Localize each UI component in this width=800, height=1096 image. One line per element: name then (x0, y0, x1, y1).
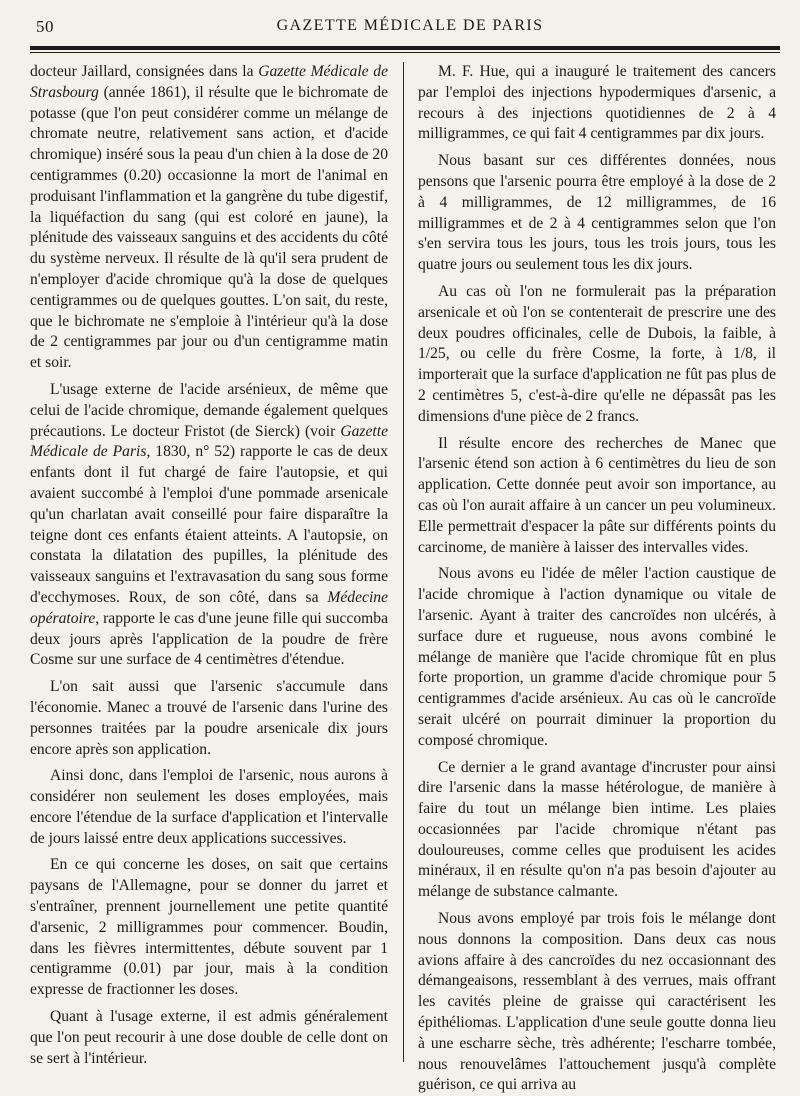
text-run: Nous avons employé par trois fois le mélange dont nous donnons la composition. Dans deux cas nous avions affaire à des cancroïdes du nez occasionnant des démangeaisons, ressemblant à des verrues, mais offrant les cavités pleine de graisse qui caractérisent les épithéliomas. L'application d'une seule goutte donna lieu à une escharre sèche, très adhérente; l'escharre tombée, nous renouvelâmes l'attouchement jusqu'à complète guérison, ce qui arriva au (418, 910, 776, 1094)
right-column (418, 62, 776, 1094)
paragraph (30, 1007, 388, 1069)
paragraph (418, 282, 776, 428)
text-run: Nous basant sur ces différentes données, nous pensons que l'arsenic pourra être employé à la dose de 2 à 4 milligrammes, de 12 milligrammes, de 16 milligrammes et de 2 à 4 centigrammes selon que l'on s'en servira tous les jours, tous les trois jours, tous les quatre jours ou seulement tous les dix jours. (418, 152, 776, 274)
paragraph (418, 758, 776, 904)
italic-citation: Gazette Médicale de Paris (30, 422, 388, 461)
text-run: , 1830, n° 52) rapporte le cas de deux enfants dont il fut chargé de faire l'autopsie, et qui avaient succombé à l'emploi d'une pommade arsenicale qu'un charlatan avait conseillé pour faire disparaître la teigne dont ces enfants étaient atteints. A l'autopsie, on constata la dilatation des pupilles, la plénitude des vaisseaux sanguins et l'extravasation du sang sous forme d'ecchymoses. Roux, de son côté, dans sa (30, 443, 388, 606)
header-rule-thick (30, 46, 780, 50)
page-header (0, 0, 800, 50)
paragraph (30, 766, 388, 849)
text-run: L'usage externe de l'acide arsénieux, de même que celui de l'acide chromique, demande également quelques précautions. Le docteur Fristot (de Sierck) (voir (30, 380, 388, 440)
paragraph (30, 62, 388, 374)
text-run: Il résulte encore des recherches de Manec que l'arsenic étend son action à 6 centimètres du lieu de son application. Cette donnée peut avoir son importance, au cas où l'on aurait affaire à un cancer un peu volumineux. Elle permettrait d'espacer la pâte sur différents points du carcinome, de manière à laisser des intervalles vides. (418, 434, 776, 556)
paragraph (418, 434, 776, 559)
text-run: Ce dernier a le grand avantage d'incruster pour ainsi dire l'arsenic dans la masse hétérologue, de manière à faire du tout un mélange bien intime. Les plaies occasionnées par l'acide chromique n'étant pas douloureuses, comme celles que produisent les acides minéraux, il en résulte qu'on n'a pas besoin d'ajouter au mélange de substance calmante. (418, 758, 776, 901)
text-run: , rapporte le cas d'une jeune fille qui succomba deux jours après l'application de la poudre de frère Cosme sur une surface de 4 centimètres d'étendue. (30, 609, 388, 669)
text-run: M. F. Hue, qui a inauguré le traitement des cancers par l'emploi des injections hypodermiques d'arsenic, a recours à des injections quotidiennes de 2 à 4 milligrammes, ce qui fait 4 centigrammes par dix jours. (418, 63, 776, 143)
paragraph (418, 151, 776, 276)
text-run: L'on sait aussi que l'arsenic s'accumule dans l'économie. Manec a trouvé de l'arsenic dans l'urine des personnes traitées par la poudre arsenicale dix jours encore après son application. (30, 678, 388, 758)
text-run: Nous avons eu l'idée de mêler l'action caustique de l'acide chromique à l'action dynamique ou vitale de l'arsenic. Ayant à traiter des cancroïdes non ulcérés, à surface dure et rugueuse, nous avons combiné le mélange de manière que l'acide chromique fût en plus forte proportion, un gramme d'acide chromique pour 5 centigrammes d'acide arsénieux. Au cas où le cancroïde serait ulcéré on pourrait diminuer la proportion du composé chromique. (418, 565, 776, 749)
left-column (30, 62, 388, 1072)
paragraph (418, 564, 776, 751)
page-number: 50 (36, 17, 54, 36)
text-run: Ainsi donc, dans l'emploi de l'arsenic, nous aurons à considérer non seulement les doses employées, mais encore l'étendue de la surface d'application et l'intervalle de jours laissé entre deux applications successives. (30, 767, 388, 847)
column-divider (403, 62, 404, 1062)
text-run: En ce qui concerne les doses, on sait que certains paysans de l'Allemagne, pour se donner du jarret et s'entraîner, prennent journellement une petite quantité d'arsenic, 2 milligrammes pour commencer. Boudin, dans les fièvres intermittentes, débute souvent par 1 centigramme (0.01) par jour, mais à la condition expresse de fractionner les doses. (30, 856, 388, 999)
text-run: docteur Jaillard, consignées dans la (30, 63, 259, 80)
text-run: (année 1861), il résulte que le bichromate de potasse (que l'on peut considérer comme un mélange de chromate neutre, relativement sans action, et d'acide chromique) inséré sous la peau d'un chien à la dose de 20 centigrammes (0.20) occasionne la mort de l'animal en produisant l'inflammation et la gangrène du tube digestif, la liquéfaction du sang (qui est coloré en jaune), la plénitude des vaisseaux sanguins et des accidents du côté du système nerveux. Il résulte de là qu'il sera prudent de n'employer d'acide chromique qu'à la dose de quelques centigrammes ou de quelques gouttes. L'on sait, du reste, que le bichromate ne s'emploie à l'intérieur qu'à la dose de 2 centigrammes par jour ou d'un centigramme matin et soir. (30, 83, 388, 372)
journal-title: GAZETTE MÉDICALE DE PARIS (276, 17, 544, 34)
italic-citation: Médecine opératoire (30, 588, 388, 627)
header-rule-thin (30, 52, 780, 53)
paragraph (30, 677, 388, 760)
text-run: Quant à l'usage externe, il est admis généralement que l'on peut recourir à une dose double de celle dont on se sert à l'intérieur. (30, 1008, 388, 1067)
paragraph (418, 62, 776, 145)
paragraph (30, 855, 388, 1001)
paragraph (30, 380, 388, 671)
paragraph (418, 909, 776, 1096)
italic-citation: Gazette Médicale de Strasbourg (30, 63, 388, 101)
text-run: Au cas où l'on ne formulerait pas la préparation arsenicale et où l'on se contenterait de prescrire une des deux poudres officinales, celle de Dubois, la faible, à 1/25, ou celle du frère Cosme, la forte, à 1/8, il importerait que la surface d'application ne fût pas plus de 2 centimètres 5, c'est-à-dire qu'elle ne dépassât pas les dimensions d'une pièce de 2 francs. (418, 282, 776, 425)
